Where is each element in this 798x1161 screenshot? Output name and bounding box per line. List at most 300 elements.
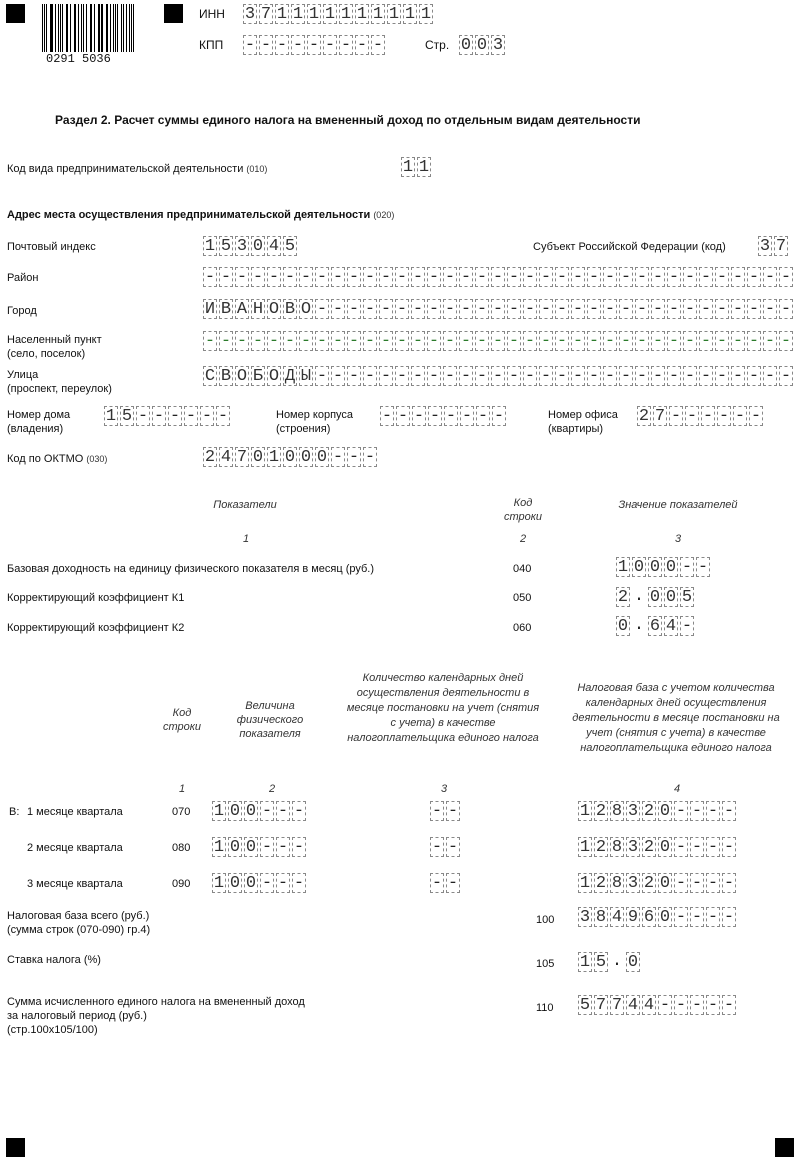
form-cell: - [588,300,600,319]
form-cell: 3 [627,838,639,857]
city-label: Город [7,305,37,317]
form-cell: - [540,332,552,351]
form-cell: - [764,367,776,386]
form-cell: - [764,268,776,287]
form-cell: 0 [229,802,241,821]
form-cell: - [476,268,488,287]
form-cell: - [413,407,425,426]
form-cell: - [412,367,424,386]
form-cell: - [220,268,232,287]
form-cell: - [276,36,288,55]
form-cell: - [748,332,760,351]
city-field[interactable] [203,299,795,321]
form-cell: - [381,407,393,426]
form-cell: 0 [633,558,645,577]
form-cell: - [277,838,289,857]
form-cell: 0 [252,237,264,256]
form-cell: 1 [213,802,225,821]
months-phys-header-line2: физического [236,714,304,726]
form-cell: - [332,268,344,287]
form-cell: - [681,617,693,636]
form-cell: 0 [627,953,639,972]
months-days-header: Количество календарных дней осуществления деятельности в месяце постановки на учет (снятия с учета) в качестве налогоплательщика единого налога [346,672,540,744]
oktmo-field[interactable] [203,447,379,469]
form-cell: - [508,332,520,351]
form-cell: - [572,268,584,287]
form-cell: - [364,332,376,351]
form-cell: 7 [595,996,607,1015]
form-cell: - [169,407,181,426]
barcode-number: 0291 5036 [46,52,111,66]
form-cell: 0 [665,558,677,577]
form-cell: - [604,367,616,386]
form-cell: - [748,300,760,319]
form-cell: - [492,332,504,351]
form-cell: 3 [579,908,591,927]
form-cell: - [396,367,408,386]
form-cell: - [691,802,703,821]
form-cell: 7 [236,448,248,467]
indicator-row-value-field[interactable] [616,616,696,638]
barcode-bar [101,4,102,52]
form-cell: 1 [213,838,225,857]
postal-index-label: Почтовый индекс [7,241,96,253]
barcode-bar [50,4,51,52]
form-cell: - [707,908,719,927]
indicator-row-value-field[interactable] [616,587,696,609]
form-cell: - [217,407,229,426]
form-cell: - [675,802,687,821]
form-cell: 3 [627,874,639,893]
region-label: Субъект Российской Федерации (код) [533,241,726,253]
form-cell: - [588,332,600,351]
form-cell: - [588,367,600,386]
form-cell: - [204,332,216,351]
district-label: Район [7,272,39,284]
barcode-bar [107,4,108,52]
decimal-point: . [633,587,645,606]
form-cell: - [540,300,552,319]
months-code-header-line1: Код [172,707,192,719]
form-cell: - [431,838,443,857]
form-cell: - [620,332,632,351]
month-row-phys-field[interactable] [212,873,308,895]
form-cell: - [428,268,440,287]
form-cell: - [716,367,728,386]
month-row-days-field[interactable] [430,837,462,859]
form-cell: - [293,874,305,893]
form-cell: - [492,300,504,319]
form-cell: 0 [245,838,257,857]
form-cell: Д [284,367,296,386]
form-cell: 0 [659,802,671,821]
form-cell: - [508,300,520,319]
form-cell: - [675,838,687,857]
form-cell: - [396,268,408,287]
street-field[interactable] [203,366,795,388]
form-cell: - [572,332,584,351]
form-cell: - [476,332,488,351]
form-cell: - [444,332,456,351]
form-cell: - [461,407,473,426]
form-cell: - [460,268,472,287]
barcode-bar [42,4,43,52]
form-cell: - [748,367,760,386]
form-cell: - [236,268,248,287]
form-cell: - [636,300,648,319]
form-cell: В [284,300,296,319]
form-cell: 3 [492,36,504,55]
form-cell: - [748,268,760,287]
indicator-row-label: Корректирующий коэффициент К2 [7,622,185,634]
form-cell: 3 [759,237,771,256]
form-cell: - [702,407,714,426]
months-col3-number: 3 [440,783,448,795]
form-cell: - [412,300,424,319]
form-cell: - [732,300,744,319]
form-cell: - [444,367,456,386]
settlement-field[interactable] [203,331,795,353]
street-label-line2: (проспект, переулок) [7,383,112,395]
form-cell: 0 [252,448,264,467]
months-code-header-line2: строки [162,721,202,733]
office-label-line2: (квартиры) [548,423,604,435]
form-cell: - [652,332,664,351]
barcode-bar [51,4,52,52]
form-cell: 0 [649,588,661,607]
form-cell: - [691,838,703,857]
office-number-field[interactable] [637,406,765,428]
oktmo-line-code: (030) [86,454,108,464]
oktmo-label [7,452,107,466]
form-cell: - [428,332,440,351]
form-cell: - [431,874,443,893]
decimal-point: . [633,616,645,635]
month-row-phys-field[interactable] [212,801,308,823]
form-cell: - [364,300,376,319]
form-cell: - [293,802,305,821]
form-cell: - [261,802,273,821]
tax-sum-label-line1: Сумма исчисленного единого налога на вмененный доход [7,996,305,1008]
form-cell: 4 [220,448,232,467]
house-label-line2: (владения) [7,423,64,435]
form-cell: - [707,874,719,893]
kpp-label: КПП [199,38,224,52]
form-cell: 0 [284,448,296,467]
form-cell: - [460,300,472,319]
barcode-bar [67,4,68,52]
address-title-text: Адрес места осуществления предпринимательской деятельности [7,209,371,221]
form-cell: - [348,367,360,386]
indicators-col2-header [490,496,556,524]
barcode [42,4,137,54]
form-cell: - [277,874,289,893]
form-cell: - [447,802,459,821]
form-cell: 3 [627,802,639,821]
form-cell: 7 [654,407,666,426]
form-cell: 0 [617,617,629,636]
form-cell: - [780,300,792,319]
months-col2-number: 2 [268,783,276,795]
month-row-base-field[interactable] [578,873,738,895]
postal-index-field[interactable] [203,236,299,258]
building-label-line2: (строения) [276,423,331,435]
building-number-field[interactable] [380,406,508,428]
form-cell: 0 [245,874,257,893]
month-row-base-field[interactable] [578,837,738,859]
form-cell: - [524,367,536,386]
form-cell: 0 [229,838,241,857]
form-cell: - [252,268,264,287]
form-cell: - [652,268,664,287]
months-col4-number: 4 [673,783,681,795]
form-cell: - [604,332,616,351]
form-cell: - [716,268,728,287]
tax-base-total-field[interactable] [578,907,738,929]
tax-rate-field[interactable] [578,952,642,974]
indicators-col3-header: Значение показателей [618,499,738,511]
section-title: Раздел 2. Расчет суммы единого налога на вмененный доход по отдельным видам деятельности [55,113,641,127]
form-cell: 1 [388,5,400,24]
indicators-col2-number: 2 [519,533,527,545]
corner-marker-bottom-right [775,1138,794,1157]
form-cell: 7 [611,996,623,1015]
form-cell: - [700,367,712,386]
form-cell: 0 [460,36,472,55]
tax-rate-code: 105 [536,958,555,970]
form-cell: 1 [204,237,216,256]
form-cell: - [340,36,352,55]
indicator-row-code: 060 [513,622,532,634]
form-cell: - [670,407,682,426]
form-cell: - [684,300,696,319]
inn-label: ИНН [199,7,225,21]
form-cell: 2 [595,838,607,857]
form-cell: И [204,300,216,319]
form-cell: - [734,407,746,426]
tax-sum-field[interactable] [578,995,738,1017]
form-cell: - [284,268,296,287]
form-cell: - [668,268,680,287]
barcode-bar [75,4,76,52]
form-cell: 1 [340,5,352,24]
form-cell: - [292,36,304,55]
form-cell: - [707,996,719,1015]
form-cell: - [780,367,792,386]
form-cell: - [348,300,360,319]
form-cell: Ы [300,367,312,386]
form-cell: 1 [308,5,320,24]
form-cell: - [476,300,488,319]
street-label-line1: Улица [7,369,39,381]
form-cell: - [447,874,459,893]
page-number-field[interactable] [459,35,507,57]
form-cell: 4 [665,617,677,636]
form-cell: 0 [659,838,671,857]
form-cell: 7 [260,5,272,24]
month-row-phys-field[interactable] [212,837,308,859]
form-cell: - [493,407,505,426]
street-label [7,368,112,396]
form-cell: - [707,838,719,857]
form-cell: - [675,996,687,1015]
form-cell: 8 [611,874,623,893]
form-cell: - [652,367,664,386]
form-cell: - [691,908,703,927]
form-cell: 1 [402,158,414,177]
tax-rate-label: Ставка налога (%) [7,954,101,966]
form-cell: - [300,332,312,351]
month-row-base-field[interactable] [578,801,738,823]
address-line-code: (020) [373,210,395,220]
form-cell: 0 [476,36,488,55]
form-cell: - [556,332,568,351]
form-cell: - [444,300,456,319]
form-cell: - [252,332,264,351]
form-cell: - [572,300,584,319]
form-cell: - [684,332,696,351]
form-cell: - [431,802,443,821]
form-cell: 1 [420,5,432,24]
form-cell: - [681,558,693,577]
corner-marker-bottom-left [6,1138,25,1157]
form-cell: - [780,332,792,351]
form-cell: О [268,367,280,386]
form-cell: - [445,407,457,426]
form-cell: - [293,838,305,857]
address-title [7,208,394,222]
form-cell: - [780,268,792,287]
form-cell: - [732,367,744,386]
tax-sum-label-line2: за налоговый период (руб.) [7,1010,147,1022]
month-row-days-field[interactable] [430,801,462,823]
form-cell: - [244,36,256,55]
form-cell: - [723,996,735,1015]
form-cell: 6 [649,617,661,636]
form-cell: - [604,268,616,287]
form-cell: - [428,367,440,386]
form-cell: 5 [595,953,607,972]
form-cell: 0 [316,448,328,467]
form-cell: - [524,268,536,287]
form-cell: - [220,332,232,351]
form-cell: - [668,367,680,386]
activity-code-field[interactable] [401,157,433,179]
form-cell: - [492,268,504,287]
month-row-days-field[interactable] [430,873,462,895]
barcode-bar [94,4,95,52]
form-cell: - [732,268,744,287]
form-cell: - [316,300,328,319]
form-cell: - [316,367,328,386]
form-cell: 5 [121,407,133,426]
inn-field[interactable] [243,4,435,26]
form-cell: - [268,268,280,287]
form-cell: - [620,367,632,386]
form-cell: - [429,407,441,426]
form-cell: - [750,407,762,426]
indicators-col3-number: 3 [674,533,682,545]
form-cell: - [652,300,664,319]
form-cell: - [364,448,376,467]
form-cell: 1 [579,874,591,893]
house-number-field[interactable] [104,406,232,428]
form-cell: 5 [681,588,693,607]
form-cell: - [691,874,703,893]
form-cell: 0 [659,874,671,893]
form-cell: - [308,36,320,55]
form-cell: - [260,36,272,55]
form-cell: - [540,268,552,287]
office-label-line1: Номер офиса [548,409,618,421]
form-cell: 0 [649,558,661,577]
form-cell: - [723,874,735,893]
month-row-code: 080 [172,842,191,854]
form-cell: - [236,332,248,351]
months-base-header: Налоговая база с учетом количества календарных дней осуществления деятельности в месяце постановки на учет (снятия с учета) в качестве налогоплательщика единого налога [572,682,780,754]
form-cell: 6 [643,908,655,927]
form-cell: - [524,300,536,319]
form-cell: 1 [579,953,591,972]
form-cell: - [636,332,648,351]
tax-base-total-code: 100 [536,914,555,926]
building-label-line1: Номер корпуса [276,409,354,421]
barcode-bar [86,4,87,52]
form-cell: - [675,908,687,927]
form-cell: 1 [105,407,117,426]
form-cell: - [764,332,776,351]
kpp-field[interactable] [243,35,387,57]
form-cell: - [691,996,703,1015]
form-cell: - [316,268,328,287]
form-cell: - [412,268,424,287]
form-cell: 1 [268,448,280,467]
form-cell: - [300,268,312,287]
form-cell: - [668,332,680,351]
corner-marker-top-right [164,4,183,23]
corner-marker-top-left [6,4,25,23]
form-cell: - [684,367,696,386]
indicator-row-value-field[interactable] [616,557,712,579]
form-cell: - [380,367,392,386]
district-field[interactable] [203,267,795,289]
region-code-field[interactable] [758,236,790,258]
form-cell: - [348,268,360,287]
form-cell: 2 [595,802,607,821]
form-cell: 0 [665,588,677,607]
building-label [276,408,353,436]
form-cell: - [444,268,456,287]
indicator-row-label: Корректирующий коэффициент К1 [7,592,185,604]
form-cell: - [556,268,568,287]
barcode-bar [133,4,134,52]
form-cell: 1 [617,558,629,577]
form-cell: 2 [643,802,655,821]
form-cell: - [620,300,632,319]
form-cell: - [686,407,698,426]
form-cell: 8 [611,802,623,821]
form-cell: - [508,268,520,287]
house-label [7,408,70,436]
form-cell: - [460,332,472,351]
decimal-point: . [611,952,623,971]
form-cell: - [668,300,680,319]
form-cell: 1 [356,5,368,24]
form-cell: С [204,367,216,386]
form-cell: - [556,367,568,386]
months-prefix: В: [9,806,20,818]
indicator-row-code: 050 [513,592,532,604]
